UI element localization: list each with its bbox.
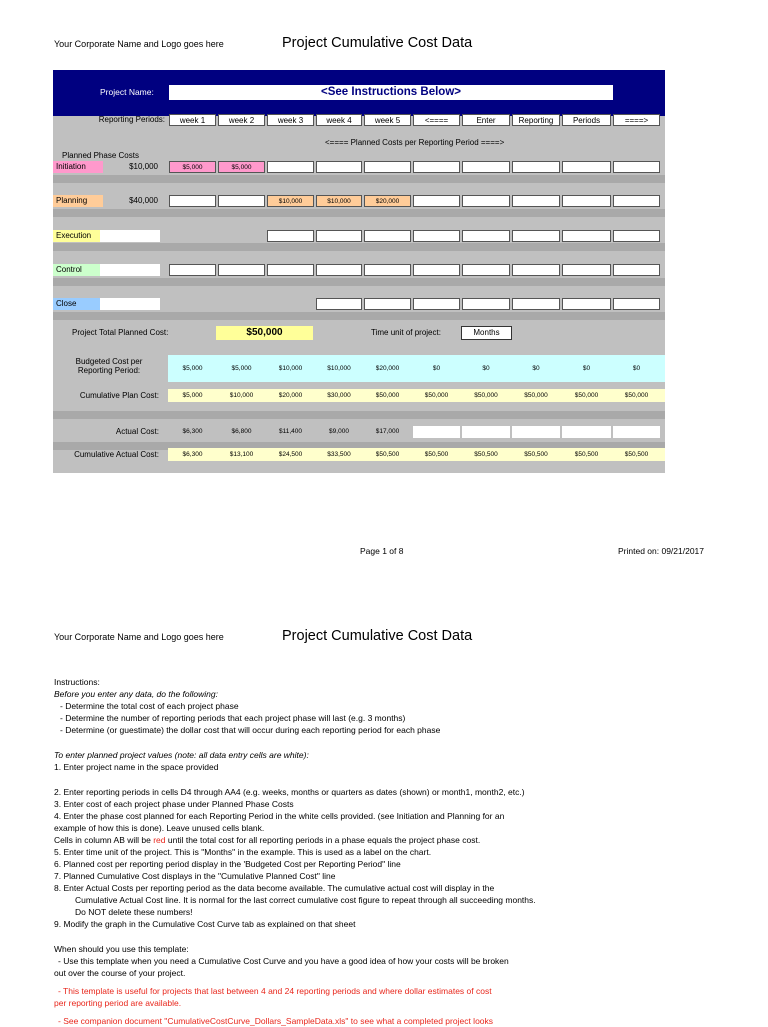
project-name-label: Project Name: bbox=[100, 87, 154, 97]
cumulative-plan-label: Cumulative Plan Cost: bbox=[79, 391, 159, 400]
phase-cost-cell[interactable] bbox=[462, 230, 510, 242]
phase-cost-cell[interactable] bbox=[613, 264, 660, 276]
instructions-heading: Instructions: bbox=[54, 677, 100, 687]
step-3: 3. Enter cost of each project phase under Planned Phase Costs bbox=[54, 799, 294, 809]
cumulative-actual-value: $50,500 bbox=[624, 451, 649, 458]
phase-cost-cell[interactable] bbox=[364, 298, 411, 310]
phase-name-close: Close bbox=[53, 298, 103, 310]
phase-cost-cell[interactable] bbox=[267, 230, 314, 242]
phase-cost-cell[interactable] bbox=[413, 195, 460, 207]
separator-band bbox=[53, 411, 665, 419]
red-note-cont: per reporting period are available. bbox=[54, 998, 182, 1008]
step-4: 4. Enter the phase cost planned for each Reporting Period in the white cells provided. (see Initiation and Planning for an bbox=[54, 811, 505, 821]
budgeted-value: $0 bbox=[432, 365, 441, 372]
separator-band bbox=[53, 278, 665, 286]
actual-cost-input[interactable]: $6,300 bbox=[182, 428, 203, 435]
phase-cost-cell[interactable] bbox=[316, 264, 362, 276]
separator-band bbox=[53, 312, 665, 320]
before-label: Before you enter any data, do the following: bbox=[54, 689, 218, 699]
period-header-cell[interactable]: ====> bbox=[613, 114, 660, 126]
cumulative-actual-value: $33,500 bbox=[327, 451, 351, 458]
period-header-cell[interactable]: Enter bbox=[462, 114, 510, 126]
phase-cost-cell[interactable]: $5,000 bbox=[169, 161, 216, 173]
column-ab-note bbox=[54, 834, 480, 846]
period-header-cell[interactable]: week 5 bbox=[364, 114, 411, 126]
budgeted-value: $0 bbox=[582, 365, 591, 372]
step-9: 9. Modify the graph in the Cumulative Cost Curve tab as explained on that sheet bbox=[54, 919, 356, 929]
planned-phase-costs-label: Planned Phase Costs bbox=[62, 151, 139, 160]
phase-cost-cell[interactable] bbox=[267, 161, 314, 173]
footer-printed-date: Printed on: 09/21/2017 bbox=[618, 546, 705, 556]
phase-cost-cell[interactable]: $10,000 bbox=[316, 195, 362, 207]
step-5: 5. Enter time unit of the project. This is "Months" in the example. This is used as a label on the chart. bbox=[54, 847, 432, 857]
step-4-cont: example of how this is done). Leave unused cells blank. bbox=[54, 823, 265, 833]
phase-name-initiation: Initiation bbox=[53, 161, 103, 173]
phase-cost-cell[interactable] bbox=[613, 195, 660, 207]
step-1: 1. Enter project name in the space provided bbox=[54, 762, 219, 772]
actual-cost-input[interactable] bbox=[512, 426, 560, 438]
project-name-input[interactable]: <See Instructions Below> bbox=[169, 85, 613, 100]
cumulative-actual-value: $50,500 bbox=[574, 451, 599, 458]
phase-cost-cell[interactable] bbox=[364, 161, 411, 173]
budgeted-value: $20,000 bbox=[375, 365, 400, 372]
when-item: - Use this template when you need a Cumulative Cost Curve and you have a good idea of how your costs will be broken bbox=[58, 956, 509, 966]
separator-band bbox=[53, 209, 665, 217]
phase-cost-cell[interactable] bbox=[462, 298, 510, 310]
red-note: - This template is useful for projects that last between 4 and 24 reporting periods and where dollar estimates of cost bbox=[58, 986, 492, 996]
cumulative-plan-value: $20,000 bbox=[278, 392, 303, 399]
corporate-name-text: Your Corporate Name and Logo goes here bbox=[54, 39, 224, 49]
phase-cost-cell[interactable] bbox=[316, 230, 362, 242]
actual-cost-input[interactable]: $11,400 bbox=[278, 428, 302, 435]
before-item: - Determine (or guestimate) the dollar cost that will occur during each reporting period for each phase bbox=[60, 725, 441, 735]
phase-cost-cell[interactable] bbox=[218, 195, 265, 207]
cumulative-plan-value: $10,000 bbox=[229, 392, 254, 399]
total-planned-value: $50,000 bbox=[216, 326, 313, 340]
when-item-cont: out over the course of your project. bbox=[54, 968, 186, 978]
phase-cost-cell[interactable] bbox=[462, 195, 510, 207]
cumulative-plan-value: $50,000 bbox=[524, 392, 548, 399]
budgeted-value: $0 bbox=[632, 365, 641, 372]
step-8: 8. Enter Actual Costs per reporting period as the data become available. The cumulative actual cost will display in the bbox=[54, 883, 495, 893]
cumulative-plan-value: $50,000 bbox=[574, 392, 599, 399]
actual-cost-input[interactable] bbox=[562, 426, 611, 438]
actual-cost-input[interactable]: $6,800 bbox=[231, 428, 252, 435]
actual-cost-input[interactable]: $17,000 bbox=[375, 428, 400, 435]
phase-cost-cell[interactable] bbox=[413, 298, 460, 310]
phase-cost-cell[interactable] bbox=[169, 264, 216, 276]
cumulative-plan-value: $50,000 bbox=[424, 392, 449, 399]
cumulative-plan-value: $50,000 bbox=[375, 392, 400, 399]
footer-page-number: Page 1 of 8 bbox=[360, 546, 404, 556]
phase-cost-cell[interactable] bbox=[562, 161, 611, 173]
phase-cost-cell[interactable] bbox=[613, 298, 660, 310]
phase-cost-cell[interactable] bbox=[512, 195, 560, 207]
period-header-cell[interactable]: week 3 bbox=[267, 114, 314, 126]
reporting-periods-label: Reporting Periods: bbox=[98, 115, 165, 124]
phase-cost-cell[interactable] bbox=[512, 161, 560, 173]
separator-band bbox=[53, 243, 665, 251]
period-header-cell[interactable]: week 1 bbox=[169, 114, 216, 126]
cumulative-actual-value: $50,500 bbox=[424, 451, 449, 458]
actual-cost-input[interactable] bbox=[462, 426, 510, 438]
total-planned-label: Project Total Planned Cost: bbox=[72, 328, 169, 337]
column-ab-note-red: red bbox=[153, 835, 166, 845]
time-unit-label: Time unit of project: bbox=[371, 328, 441, 337]
cumulative-actual-value: $13,100 bbox=[229, 451, 254, 458]
cumulative-actual-value: $6,300 bbox=[182, 451, 203, 458]
cumulative-actual-value: $50,500 bbox=[474, 451, 498, 458]
cost-data-sheet bbox=[53, 70, 665, 473]
phase-cost-cell[interactable] bbox=[562, 298, 611, 310]
step-6: 6. Planned cost per reporting period display in the 'Budgeted Cost per Reporting Period" line bbox=[54, 859, 401, 869]
actual-cost-input[interactable]: $9,000 bbox=[329, 428, 349, 435]
cumulative-actual-value: $24,500 bbox=[278, 451, 303, 458]
planned-per-period-heading: <==== Planned Costs per Reporting Period ====> bbox=[325, 138, 505, 147]
phase-total-input[interactable] bbox=[100, 298, 160, 310]
phase-cost-cell[interactable]: $5,000 bbox=[218, 161, 265, 173]
phase-cost-cell[interactable] bbox=[562, 230, 611, 242]
phase-cost-cell[interactable] bbox=[512, 264, 560, 276]
phase-cost-cell[interactable] bbox=[462, 161, 510, 173]
column-ab-note-post: until the total cost for all reporting periods in a phase equals the project phase cost. bbox=[165, 835, 481, 845]
cumulative-plan-value: $50,000 bbox=[474, 392, 498, 399]
when-label: When should you use this template: bbox=[54, 944, 189, 954]
phase-cost-cell[interactable] bbox=[364, 230, 411, 242]
step-2: 2. Enter reporting periods in cells D4 through AA4 (e.g. weeks, months or quarters as dates (shown) or month1, month2, etc.) bbox=[54, 787, 525, 797]
budgeted-label-line1: Budgeted Cost per bbox=[75, 357, 143, 366]
budgeted-value: $5,000 bbox=[182, 365, 203, 372]
phase-cost-cell[interactable] bbox=[316, 298, 362, 310]
phase-name-execution: Execution bbox=[53, 230, 103, 242]
phase-total-input[interactable]: $40,000 bbox=[129, 196, 158, 205]
phase-cost-cell[interactable] bbox=[512, 230, 560, 242]
phase-name-planning: Planning bbox=[53, 195, 103, 207]
before-item: - Determine the number of reporting periods that each project phase will last (e.g. 3 months) bbox=[60, 713, 406, 723]
budgeted-label-line2: Reporting Period: bbox=[77, 366, 141, 375]
step-8-warning: Do NOT delete these numbers! bbox=[75, 907, 193, 917]
page-title: Project Cumulative Cost Data bbox=[282, 35, 473, 51]
phase-cost-cell[interactable] bbox=[413, 161, 460, 173]
phase-cost-cell[interactable] bbox=[267, 264, 314, 276]
phase-total-input[interactable]: $10,000 bbox=[129, 162, 158, 171]
phase-cost-cell[interactable] bbox=[413, 264, 460, 276]
budgeted-value: $10,000 bbox=[278, 365, 303, 372]
period-header-cell[interactable]: Periods bbox=[562, 114, 611, 126]
budgeted-value: $0 bbox=[532, 365, 540, 372]
phase-cost-cell[interactable] bbox=[512, 298, 560, 310]
phase-cost-cell[interactable] bbox=[364, 264, 411, 276]
step-8-cont: Cumulative Actual Cost line. It is normal for the last correct cumulative cost figure to repeat through all succeeding months. bbox=[75, 895, 536, 905]
enter-label: To enter planned project values (note: all data entry cells are white): bbox=[54, 750, 309, 760]
cumulative-actual-label: Cumulative Actual Cost: bbox=[74, 450, 159, 459]
separator-band bbox=[53, 175, 665, 183]
actual-cost-input[interactable] bbox=[413, 426, 460, 438]
budgeted-value: $0 bbox=[482, 365, 490, 372]
cumulative-plan-value: $50,000 bbox=[624, 392, 649, 399]
phase-total-input[interactable] bbox=[100, 264, 160, 276]
actual-cost-label: Actual Cost: bbox=[115, 427, 159, 436]
phase-cost-cell[interactable] bbox=[218, 264, 265, 276]
phase-cost-cell[interactable]: $20,000 bbox=[364, 195, 411, 207]
phase-cost-cell[interactable] bbox=[562, 195, 611, 207]
phase-cost-cell[interactable] bbox=[413, 230, 460, 242]
phase-cost-cell[interactable] bbox=[562, 264, 611, 276]
cumulative-actual-value: $50,500 bbox=[524, 451, 548, 458]
column-ab-note-pre: Cells in column AB will be bbox=[54, 835, 154, 845]
cumulative-actual-value: $50,500 bbox=[375, 451, 400, 458]
step-7: 7. Planned Cumulative Cost displays in the "Cumulative Planned Cost" line bbox=[54, 871, 336, 881]
page-title-2: Project Cumulative Cost Data bbox=[282, 628, 473, 644]
cumulative-plan-value: $5,000 bbox=[182, 392, 203, 399]
phase-cost-cell[interactable] bbox=[169, 195, 216, 207]
cumulative-plan-value: $30,000 bbox=[327, 392, 351, 399]
before-item: - Determine the total cost of each project phase bbox=[60, 701, 239, 711]
period-header-cell[interactable]: Reporting bbox=[512, 114, 560, 126]
phase-cost-cell[interactable] bbox=[613, 230, 660, 242]
corporate-name-text-2: Your Corporate Name and Logo goes here bbox=[54, 632, 224, 642]
budgeted-value: $10,000 bbox=[327, 365, 351, 372]
red-note-companion: - See companion document "CumulativeCostCurve_Dollars_SampleData.xls" to see what a completed project looks bbox=[58, 1016, 494, 1026]
actual-cost-input[interactable] bbox=[613, 426, 660, 438]
period-header-cell[interactable]: week 2 bbox=[218, 114, 265, 126]
budgeted-value: $5,000 bbox=[231, 365, 252, 372]
phase-total-input[interactable] bbox=[100, 230, 160, 242]
phase-cost-cell[interactable] bbox=[316, 161, 362, 173]
time-unit-input[interactable]: Months bbox=[461, 326, 512, 340]
period-header-cell[interactable]: <==== bbox=[413, 114, 460, 126]
phase-cost-cell[interactable] bbox=[462, 264, 510, 276]
phase-name-control: Control bbox=[53, 264, 103, 276]
period-header-cell[interactable]: week 4 bbox=[316, 114, 362, 126]
phase-cost-cell[interactable] bbox=[613, 161, 660, 173]
phase-cost-cell[interactable]: $10,000 bbox=[267, 195, 314, 207]
